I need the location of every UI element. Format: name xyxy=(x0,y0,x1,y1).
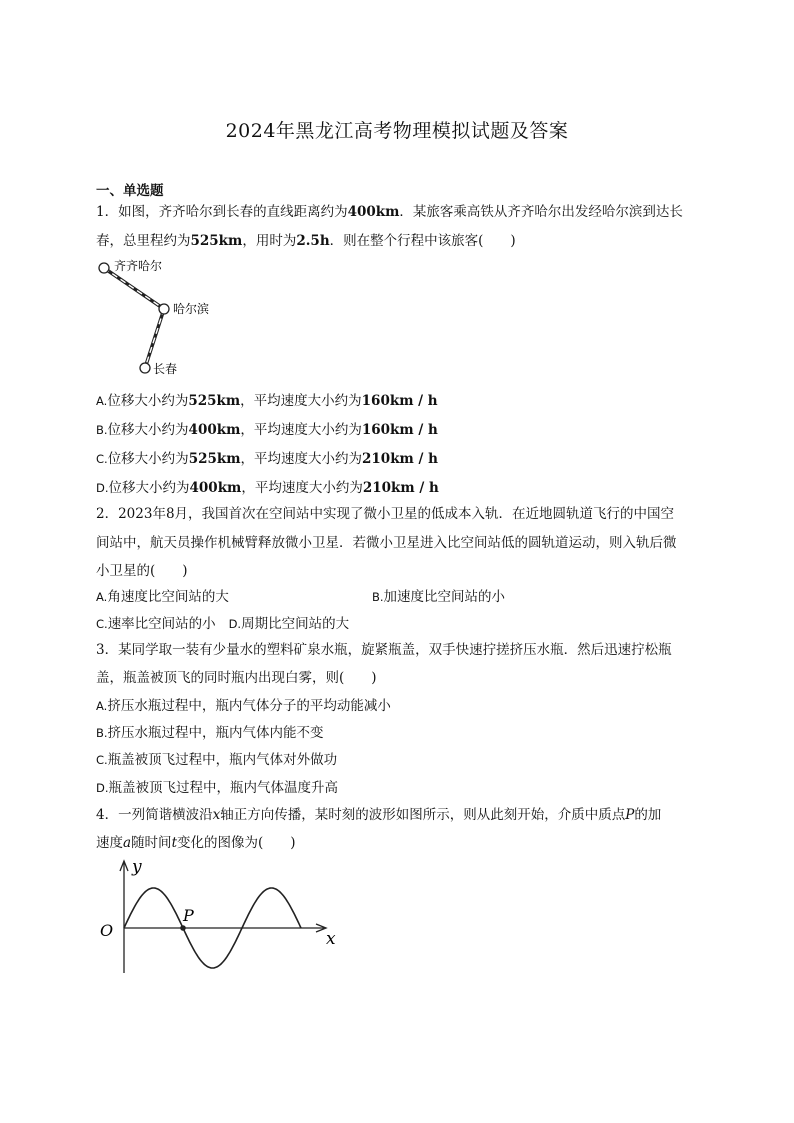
option-letter: B. xyxy=(372,590,384,604)
option-speed: 210km / h xyxy=(362,480,439,496)
point-p-marker xyxy=(180,925,186,931)
option-displacement: 400km xyxy=(188,422,241,438)
q1-option-c xyxy=(96,447,438,467)
point-p-label: P xyxy=(183,906,194,925)
option-speed: 160km / h xyxy=(361,422,438,438)
option-letter: C. xyxy=(96,617,108,631)
option-speed: 210km / h xyxy=(362,451,438,467)
option-letter: B. xyxy=(96,423,108,437)
q4-text: 速度 xyxy=(96,835,123,851)
origin-label: O xyxy=(100,921,114,940)
y-axis-label: y xyxy=(132,857,142,877)
option-text: 加速度比空间站的小 xyxy=(383,589,506,605)
option-letter: C. xyxy=(96,753,108,767)
q4-text: 变化的图像为( ) xyxy=(177,835,296,851)
option-text: 角速度比空间站的大 xyxy=(107,589,229,605)
q1-time: 2.5h xyxy=(296,233,330,249)
option-letter: C. xyxy=(96,452,108,466)
q1-text: 1．如图，齐齐哈尔到长春的直线距离约为 xyxy=(96,204,348,220)
option-letter: D. xyxy=(228,617,242,631)
q4-line-2 xyxy=(96,831,296,851)
option-text: 瓶盖被顶飞过程中，瓶内气体对外做功 xyxy=(107,752,338,768)
option-speed: 160km / h xyxy=(361,393,438,409)
q1-line-1 xyxy=(96,200,683,220)
q1-option-b xyxy=(96,418,438,438)
option-text: 挤压水瓶过程中，瓶内气体分子的平均动能减小 xyxy=(107,698,391,714)
option-letter: A. xyxy=(96,394,108,408)
option-letter: A. xyxy=(96,699,108,713)
q1-total: 525km xyxy=(190,233,243,249)
q4-text: 4．一列简谐横波沿 xyxy=(96,807,213,823)
option-letter: D. xyxy=(96,481,109,495)
q2-line-3: 小卫星的( ) xyxy=(96,563,188,579)
option-text: ，平均速度大小约为 xyxy=(241,480,363,496)
q2-option-a xyxy=(96,585,229,605)
variable-a: a xyxy=(123,835,132,851)
q2-line-2: 间站中，航天员操作机械臂释放微小卫星．若微小卫星进入比空间站低的圆轨道运动，则入轨后微 xyxy=(96,535,677,551)
city-marker xyxy=(99,263,109,273)
q3-option-b xyxy=(96,721,324,741)
option-letter: B. xyxy=(96,726,108,740)
q1-option-d xyxy=(96,476,439,496)
variable-p: P xyxy=(625,807,635,823)
option-displacement: 525km xyxy=(188,393,241,409)
q1-map-figure xyxy=(96,258,236,378)
q4-text: 的加 xyxy=(634,807,662,823)
city-marker xyxy=(140,363,150,373)
option-text: 瓶盖被顶飞过程中，瓶内气体温度升高 xyxy=(108,780,339,796)
q2-option-b xyxy=(372,585,505,605)
q1-text: ．则在整个行程中该旅客( ) xyxy=(329,233,516,249)
q1-distance: 400km xyxy=(347,204,400,220)
q1-line-2 xyxy=(96,229,516,249)
q1-text: 春，总里程约为 xyxy=(96,233,191,249)
city-label-qiqihar: 齐齐哈尔 xyxy=(114,259,163,273)
option-displacement: 525km xyxy=(188,451,241,467)
q2-line-1: 2．2023年8月，我国首次在空间站中实现了微小卫星的低成本入轨．在近地圆轨道飞行的中国空 xyxy=(96,506,675,522)
option-letter: D. xyxy=(96,781,109,795)
option-text: 挤压水瓶过程中，瓶内气体内能不变 xyxy=(107,725,324,741)
city-marker xyxy=(159,304,169,314)
q1-text: ，用时为 xyxy=(242,233,297,249)
option-text: ，平均速度大小约为 xyxy=(240,422,362,438)
option-displacement: 400km xyxy=(189,480,242,496)
q3-line-2: 盖，瓶盖被顶飞的同时瓶内出现白雾，则( ) xyxy=(96,670,377,686)
q4-line-1 xyxy=(96,803,661,823)
option-text: 位移大小约为 xyxy=(107,393,189,409)
option-letter: A. xyxy=(96,590,108,604)
q4-text: 轴正方向传播，某时刻的波形如图所示，则从此刻开始，介质中质点 xyxy=(220,807,626,823)
option-text: 位移大小约为 xyxy=(108,480,190,496)
q3-option-c xyxy=(96,748,337,768)
q1-text: ．某旅客乘高铁从齐齐哈尔出发经哈尔滨到达长 xyxy=(399,204,683,220)
variable-t: t xyxy=(171,835,177,851)
city-label-harbin: 哈尔滨 xyxy=(173,302,210,316)
q3-option-d xyxy=(96,776,338,796)
q3-line-1: 3．某同学取一装有少量水的塑料矿泉水瓶，旋紧瓶盖，双手快速拧搓挤压水瓶．然后迅速拧松瓶 xyxy=(96,642,672,658)
city-label-changchun: 长春 xyxy=(153,362,178,376)
q2-options-c-d xyxy=(96,612,349,632)
option-text: ，平均速度大小约为 xyxy=(240,393,362,409)
option-text: ，平均速度大小约为 xyxy=(240,451,363,467)
section-heading: 一、单选题 xyxy=(96,183,164,199)
option-text: 速率比空间站的小 xyxy=(107,616,216,632)
option-text: 周期比空间站的大 xyxy=(241,616,350,632)
option-text: 位移大小约为 xyxy=(107,451,189,467)
q1-option-a xyxy=(96,389,438,409)
page-title: 2024年黑龙江高考物理模拟试题及答案 xyxy=(225,120,569,142)
wave-graph xyxy=(94,855,344,980)
q3-option-a xyxy=(96,694,391,714)
q4-text: 随时间 xyxy=(131,835,172,851)
variable-x: x xyxy=(212,807,221,823)
x-axis-label: x xyxy=(326,929,336,949)
option-text: 位移大小约为 xyxy=(107,422,189,438)
